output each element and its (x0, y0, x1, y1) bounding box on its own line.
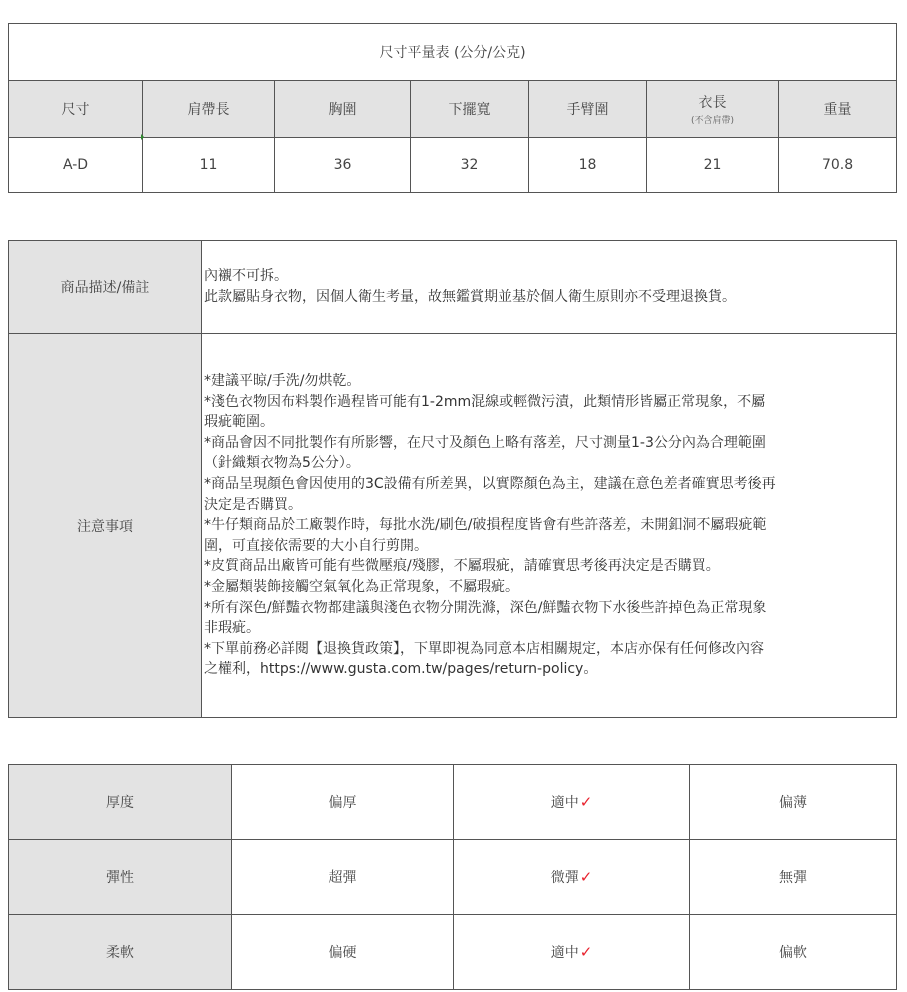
notes-line: *皮質商品出廠皆可能有些微壓痕/殘膠，不屬瑕疵，請確實思考後再決定是否購買。 (204, 558, 720, 575)
property-option: 超彈 (232, 840, 454, 915)
size-table-title: 尺寸平量表 (公分/公克) (9, 24, 897, 81)
notes-line: 非瑕疵。 (204, 620, 260, 637)
check-icon: ✓ (579, 868, 593, 886)
notes-line: 之權利，https://www.gusta.com.tw/pages/return-policy。 (204, 661, 598, 678)
header-arm-circumference: 手臂圍 (529, 81, 647, 138)
notes-line: *下單前務必詳閱【退換貨政策】，下單即視為同意本店相關規定，本店亦保有任何修改內容 (204, 640, 764, 657)
header-length-note: (不含肩帶) (690, 116, 735, 126)
cell-weight: 70.8 (779, 138, 897, 193)
notes-line: *金屬類裝飾接觸空氣氧化為正常現象，不屬瑕疵。 (204, 578, 519, 595)
property-option: 偏軟 (690, 915, 897, 990)
property-label: 彈性 (9, 840, 232, 915)
cell-length: 21 (647, 138, 779, 193)
header-weight: 重量 (779, 81, 897, 138)
check-icon: ✓ (579, 943, 593, 961)
header-length: 衣長 (不含肩帶) (647, 81, 779, 138)
notes-line: 瑕疵範圍。 (204, 414, 274, 431)
property-row-thickness (9, 765, 897, 840)
description-table (8, 240, 897, 718)
property-option: 偏硬 (232, 915, 454, 990)
notes-line: 圍，可直接依需要的大小自行剪開。 (204, 537, 428, 554)
cell-bust: 36 (275, 138, 411, 193)
check-icon: ✓ (579, 793, 593, 811)
notes-line: *所有深色/鮮豔衣物都建議與淺色衣物分開洗滌，深色/鮮豔衣物下水後些許掉色為正常現象 (204, 599, 767, 616)
property-row-softness (9, 915, 897, 990)
cell-strap-length: 11 (143, 138, 275, 193)
cell-marker (141, 134, 144, 140)
cell-hem-width: 32 (411, 138, 529, 193)
size-table (8, 23, 897, 193)
property-option: 偏厚 (232, 765, 454, 840)
property-label: 厚度 (9, 765, 232, 840)
description-label: 商品描述/備註 (9, 241, 202, 334)
property-option: 適中✓ (454, 915, 690, 990)
description-content (202, 241, 897, 334)
notes-line: *牛仔類商品於工廠製作時，每批水洗/刷色/破損程度皆會有些許落差，未開釦洞不屬瑕疵範 (204, 517, 767, 534)
notes-line: （針織類衣物為5公分）。 (204, 455, 360, 472)
cell-size: A-D (9, 138, 143, 193)
header-size: 尺寸 (9, 81, 143, 138)
property-option: 適中✓ (454, 765, 690, 840)
fabric-properties-table (8, 764, 897, 990)
notes-line: *淺色衣物因布料製作過程皆可能有1-2mm混線或輕微污漬，此類情形皆屬正常現象，不屬 (204, 393, 766, 410)
description-line: 此款屬貼身衣物，因個人衛生考量，故無鑑賞期並基於個人衛生原則亦不受理退換貨。 (204, 289, 736, 305)
header-strap-length: 肩帶長 (143, 81, 275, 138)
property-option: 無彈 (690, 840, 897, 915)
notes-line: *商品呈現顏色會因使用的3C設備有所差異，以實際顏色為主，建議在意色差者確實思考後再 (204, 476, 776, 493)
property-option: 微彈✓ (454, 840, 690, 915)
property-option: 偏薄 (690, 765, 897, 840)
header-hem-width: 下擺寬 (411, 81, 529, 138)
notes-content (202, 334, 897, 718)
cell-arm-circumference: 18 (529, 138, 647, 193)
notes-line: *建議平晾/手洗/勿烘乾。 (204, 373, 361, 390)
property-label: 柔軟 (9, 915, 232, 990)
header-bust: 胸圍 (275, 81, 411, 138)
table-row (9, 138, 897, 193)
notes-label: 注意事項 (9, 334, 202, 718)
notes-line: *商品會因不同批製作有所影響，在尺寸及顏色上略有落差，尺寸測量1-3公分內為合理範圍 (204, 434, 766, 451)
notes-line: 決定是否購買。 (204, 496, 302, 513)
description-line: 內襯不可拆。 (204, 268, 288, 285)
property-row-elasticity (9, 840, 897, 915)
